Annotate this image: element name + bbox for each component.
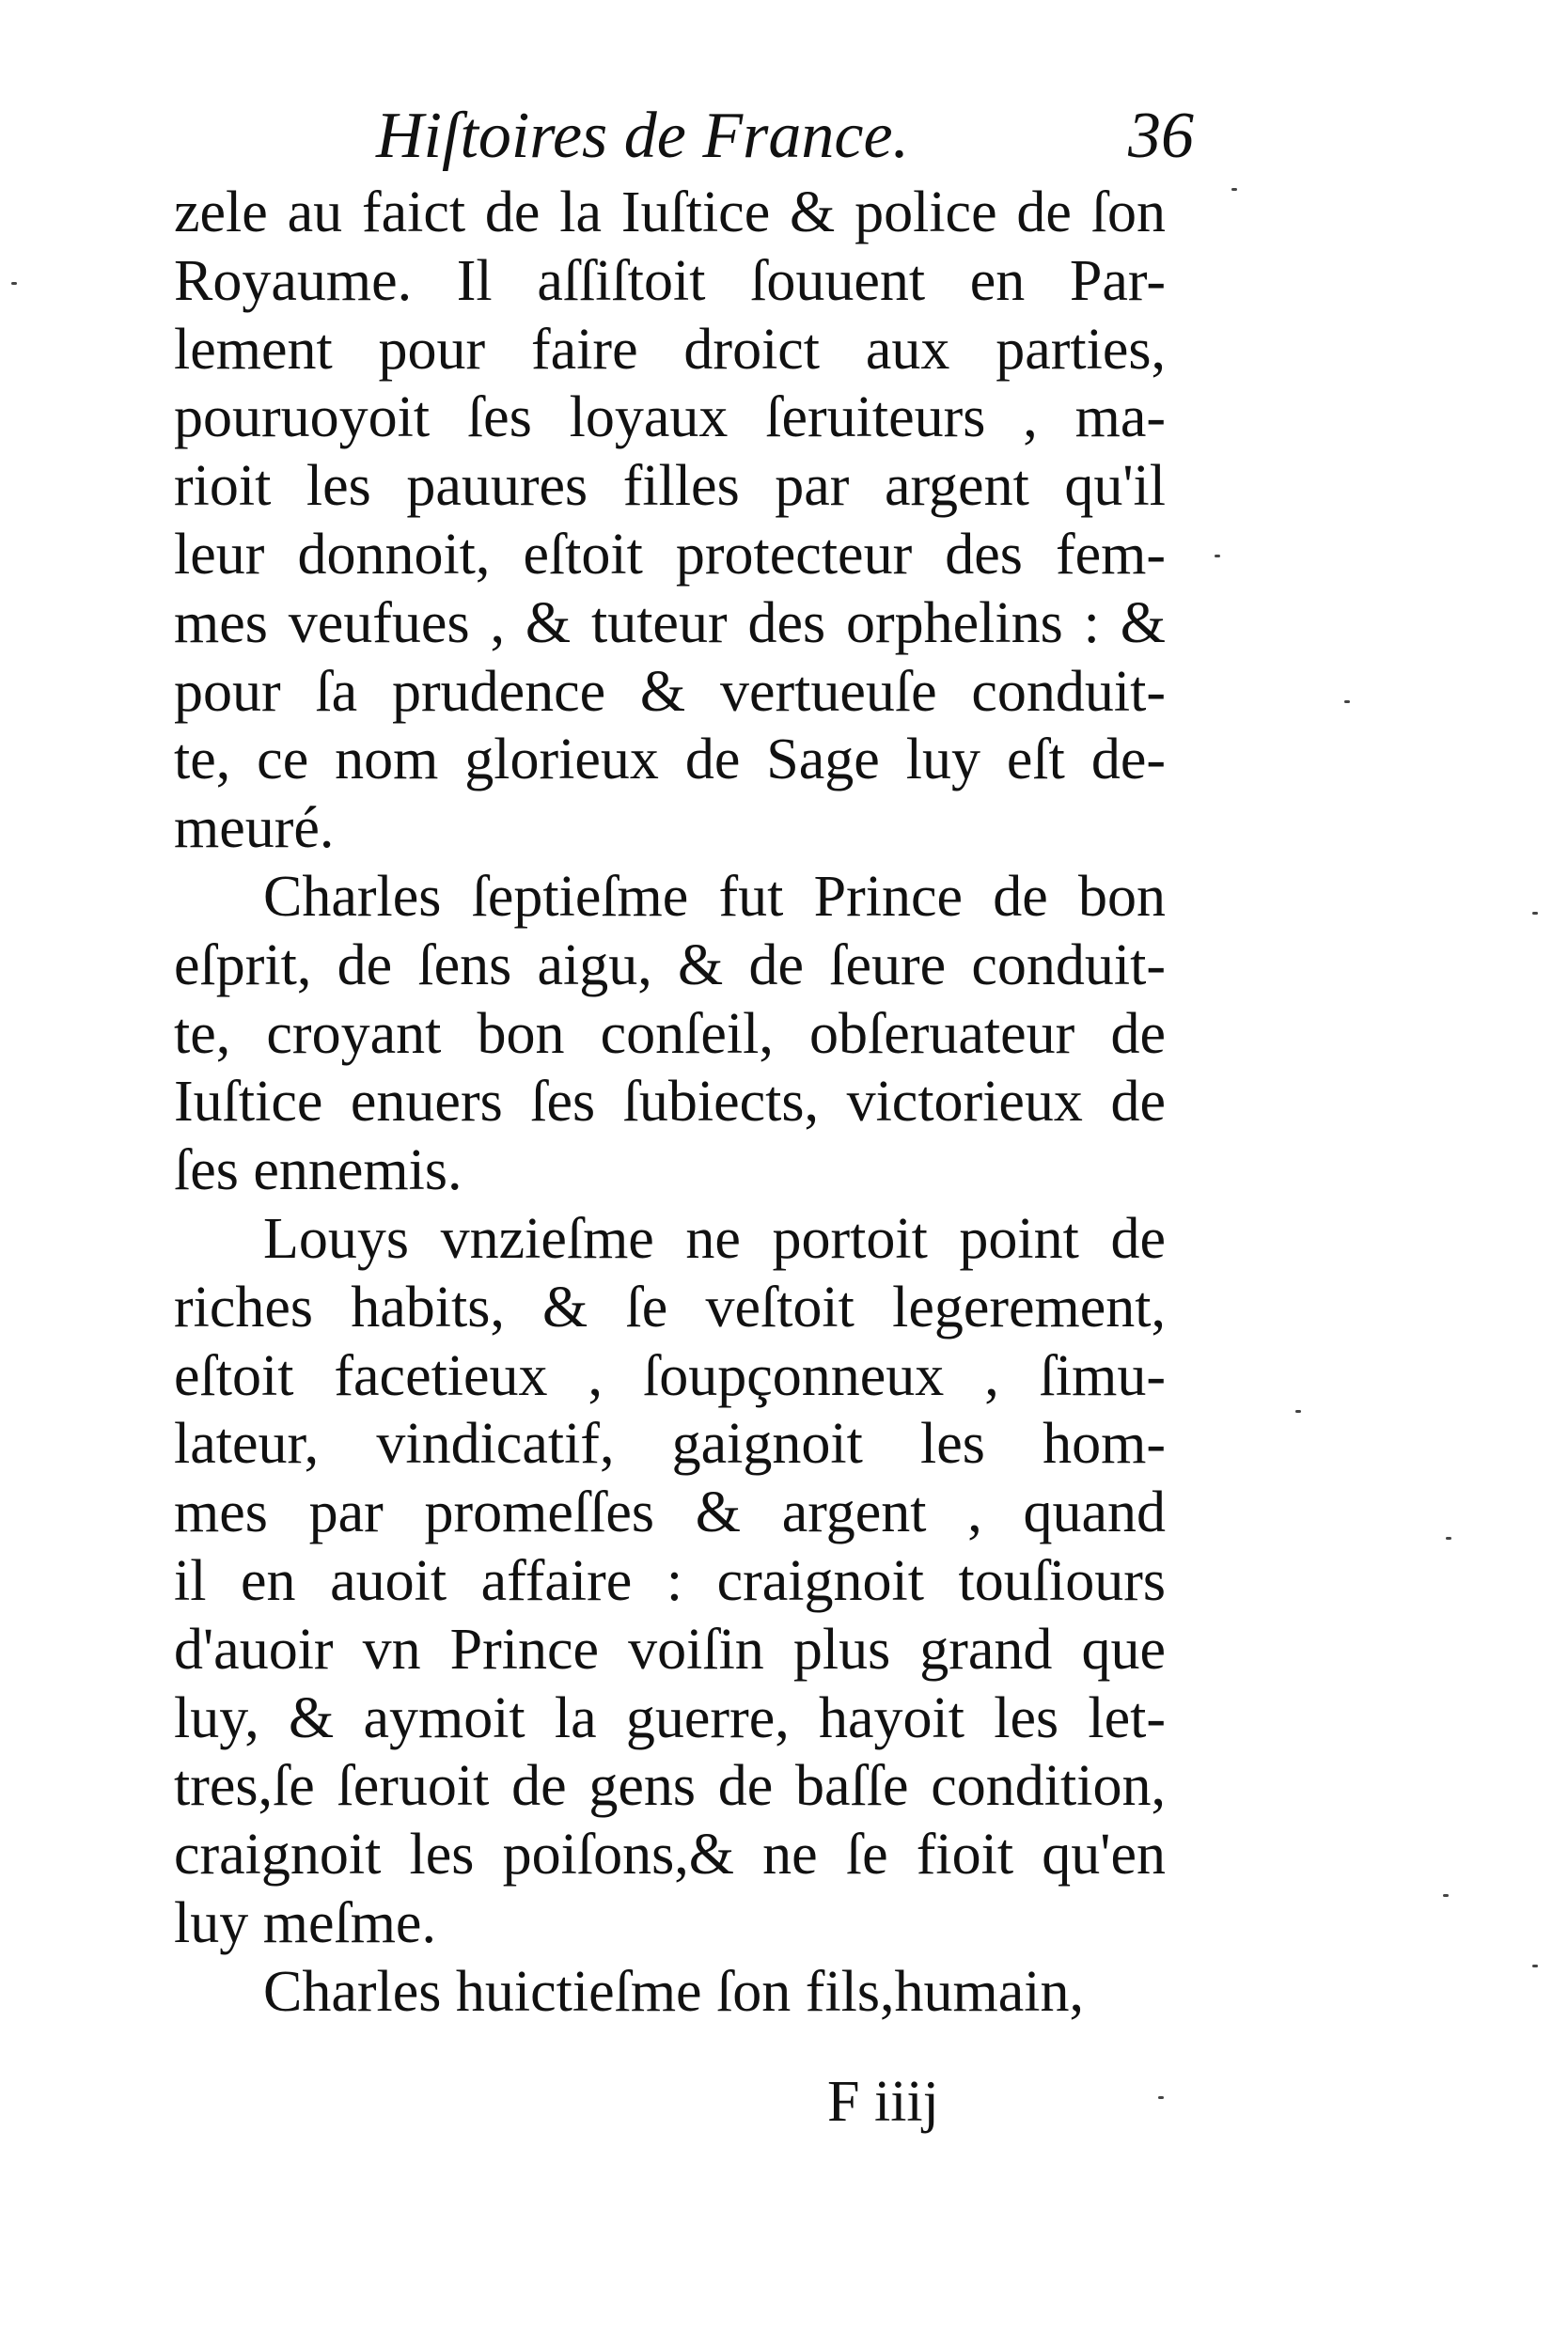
margin-speck [1446, 1537, 1451, 1540]
margin-speck [1215, 555, 1220, 557]
text-line: Iuſtice enuers ſes ſubiects, victorieux de [174, 1070, 1166, 1135]
text-line: Charles ſeptieſme fut Prince de bon [263, 864, 1166, 929]
body-text [174, 179, 1166, 2027]
text-line: eſprit, de ſens aigu, & de ſeure conduit- [174, 932, 1166, 997]
margin-speck [1344, 700, 1350, 703]
signature-mark: F iiij [827, 2070, 939, 2134]
text-line: pouruoyoit ſes loyaux ſeruiteurs , ma- [174, 385, 1166, 450]
page-number: 36 [1128, 100, 1194, 172]
text-line: leur donnoit, eſtoit protecteur des fem- [174, 522, 1166, 587]
text-line: pour ſa prudence & vertueuſe conduit- [174, 659, 1166, 724]
text-line: il en auoit affaire : craignoit touſiours [174, 1548, 1166, 1613]
text-line: craignoit les poiſons,& ne ſe fioit qu'en [174, 1823, 1166, 1888]
margin-speck [1295, 1410, 1301, 1413]
text-line: mes par promeſſes & argent , quand [174, 1480, 1166, 1545]
text-line: meuré. [174, 796, 335, 861]
text-line: Royaume. Il aſſiſtoit ſouuent en Par- [174, 248, 1166, 313]
text-line: Charles huictieſme ſon fils,humain, [263, 1959, 1084, 2024]
text-line: tres,ſe ſeruoit de gens de baſſe condition, [174, 1754, 1166, 1819]
text-line: mes veufues , & tuteur des orphelins : & [174, 590, 1166, 655]
text-line: ſes ennemis. [174, 1138, 463, 1203]
text-line: rioit les pauures filles par argent qu'il [174, 454, 1166, 519]
text-line: zele au faict de la Iuſtice & police de ſon [174, 180, 1166, 244]
text-line: lateur, vindicatif, gaignoit les hom- [174, 1412, 1166, 1477]
text-line: te, ce nom glorieux de Sage luy eſt de- [174, 728, 1166, 792]
running-title: Hiſtoires de France. [376, 100, 910, 172]
text-line: d'auoir vn Prince voiſin plus grand que [174, 1617, 1166, 1682]
text-line: eſtoit facetieux , ſoupçonneux , ſimu- [174, 1343, 1166, 1408]
margin-speck [1231, 188, 1237, 191]
margin-speck [11, 282, 17, 285]
running-head [376, 99, 1194, 174]
margin-speck [1532, 1965, 1538, 1967]
text-line: lement pour faire droict aux parties, [174, 317, 1166, 382]
text-line: luy, & aymoit la guerre, hayoit les let- [174, 1685, 1166, 1750]
margin-speck [1532, 912, 1538, 915]
text-line: Louys vnzieſme ne portoit point de [263, 1206, 1166, 1271]
text-line: te, croyant bon conſeil, obſeruateur de [174, 1001, 1166, 1066]
text-line: luy meſme. [174, 1890, 436, 1955]
text-line: riches habits, & ſe veſtoit legerement, [174, 1275, 1166, 1340]
margin-speck [1443, 1894, 1449, 1897]
margin-speck [1158, 2096, 1164, 2099]
